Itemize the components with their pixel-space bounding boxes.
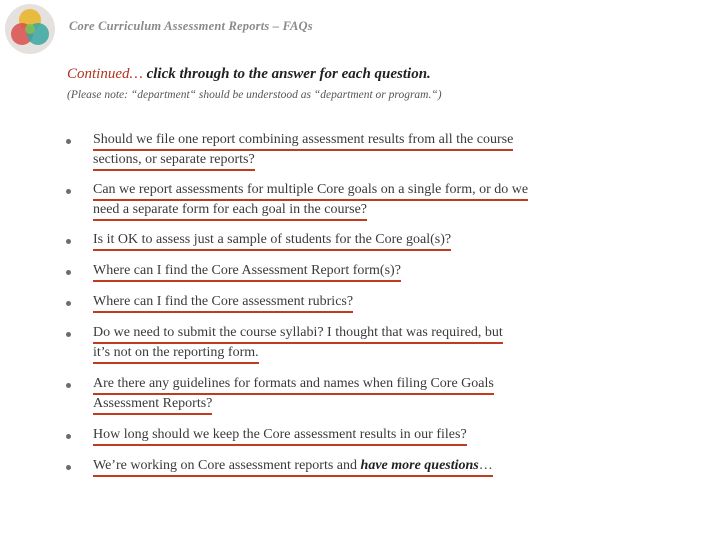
faq-link-more-questions[interactable] xyxy=(93,457,493,477)
bullet-icon xyxy=(66,301,71,306)
faq-link-report-forms[interactable] xyxy=(93,262,401,282)
faq-link-sample-students[interactable] xyxy=(93,231,451,251)
faq-link-line: Can we report assessments for multiple Core goals on a single form, or do we xyxy=(93,181,528,201)
ellipsis-text: … xyxy=(478,458,493,473)
continued-label: Continued… xyxy=(67,66,143,82)
faq-link-line: Do we need to submit the course syllabi? I thought that was required, but xyxy=(93,324,503,344)
more-questions-emphasis: have more questions xyxy=(360,458,479,473)
bullet-icon xyxy=(66,434,71,439)
faq-link-line: Where can I find the Core Assessment Report form(s)? xyxy=(93,262,401,282)
bullet-icon xyxy=(66,139,71,144)
header xyxy=(0,0,720,52)
faq-link-formats-names[interactable] xyxy=(93,375,494,415)
circles-logo-icon xyxy=(3,3,57,55)
department-note: (Please note: “department“ should be understood as “department or program.“) xyxy=(67,89,442,101)
bullet-icon xyxy=(66,383,71,388)
faq-link-line: Is it OK to assess just a sample of students for the Core goal(s)? xyxy=(93,231,451,251)
faq-link-line: Should we file one report combining assessment results from all the course xyxy=(93,131,513,151)
instruction-heading xyxy=(67,66,431,83)
faq-link-line: Are there any guidelines for formats and names when filing Core Goals xyxy=(93,375,494,395)
faq-link-line xyxy=(93,457,493,477)
faq-link-line: it’s not on the reporting form. xyxy=(93,344,259,364)
bullet-icon xyxy=(66,239,71,244)
faq-link-rubrics[interactable] xyxy=(93,293,353,313)
faq-link-line: sections, or separate reports? xyxy=(93,151,255,171)
faq-link-line: Where can I find the Core assessment rubrics? xyxy=(93,293,353,313)
bullet-icon xyxy=(66,270,71,275)
instruction-text: click through to the answer for each question. xyxy=(142,66,431,82)
faq-link-syllabi[interactable] xyxy=(93,324,503,364)
faq-link-retention[interactable] xyxy=(93,426,467,446)
bullet-icon xyxy=(66,465,71,470)
faq-link-text: We’re working on Core assessment reports and xyxy=(93,458,361,473)
bullet-icon xyxy=(66,189,71,194)
faq-link-line: Assessment Reports? xyxy=(93,395,212,415)
faq-link-line: need a separate form for each goal in the course? xyxy=(93,201,367,221)
faq-link-multiple-goals[interactable] xyxy=(93,181,528,221)
bullet-icon xyxy=(66,332,71,337)
page-title: Core Curriculum Assessment Reports – FAQs xyxy=(69,19,313,33)
faq-link-line: How long should we keep the Core assessment results in our files? xyxy=(93,426,467,446)
faq-link-combined-report[interactable] xyxy=(93,131,513,171)
